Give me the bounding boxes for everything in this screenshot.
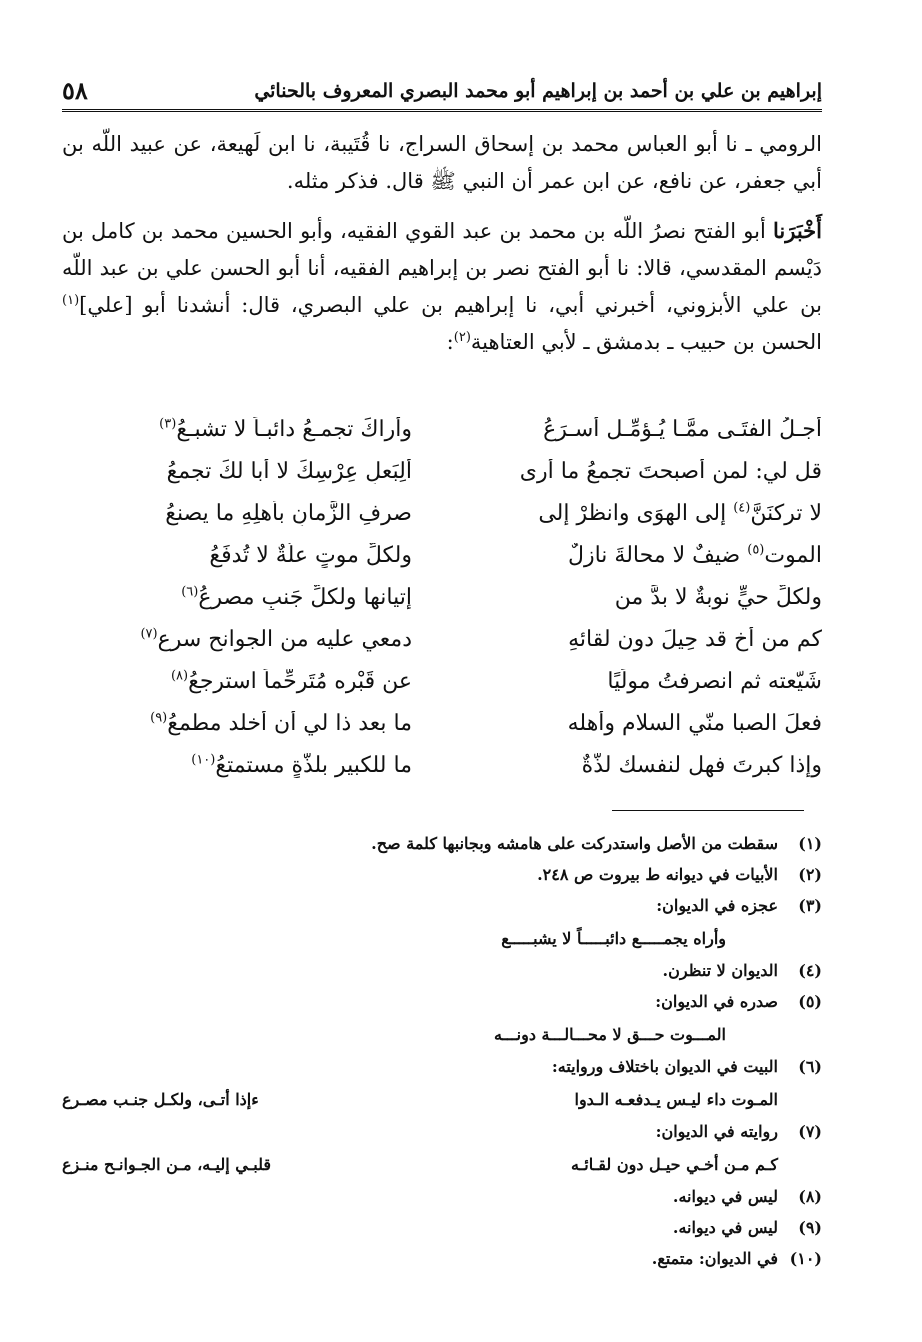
footnote: (٦) البيت في الديوان باختلاف وروايته: (551, 1057, 822, 1076)
verse-second-hemistich: دمعي عليه من الجوانح سرع$^{(٧)}$ (140, 626, 412, 652)
footnote: (٤) الديوان لا تنظرن. (662, 961, 822, 980)
verse-first-hemistich: ولكلِّ حيٍّ نوبةٌ لا بدَّ من (614, 584, 822, 610)
footnote-verse: وأراه يجمـــــع دائبـــــاً لا يشبـــــع (501, 928, 726, 948)
footnote-separator (612, 810, 804, 811)
verse (62, 408, 822, 450)
verse-second-hemistich: عن قَبْرِه مُتَرحِّماً استرجعُ$^{(٨)}$ (170, 668, 412, 694)
verse-second-hemistich: وأراكَ تجمـعُ دائبـاً لا تشبـعُ$^{(٣)}$ (159, 416, 412, 442)
page-header (62, 72, 822, 112)
footnote-marker: (١٠) (191, 752, 216, 768)
verse (62, 702, 822, 744)
footnote: (١) سقطت من الأصل واستدركت على هامشه وبجانبها كلمة صح. (371, 834, 822, 853)
verse (62, 492, 822, 534)
footnote: (٧) روايته في الديوان: (655, 1122, 822, 1141)
verse-second-hemistich: ما بعد ذا لي أن أخلد مطمعُ$^{(٩)}$ (150, 710, 412, 736)
page-number: ٥٨ (62, 76, 88, 105)
footnote-marker: (٦) (181, 584, 199, 600)
verse-second-hemistich: ما للكبيرِ بلذّةٍ مستمتعُ$^{(١٠)}$ (191, 752, 412, 778)
footnote: (٨) ليس في ديوانه. (672, 1187, 822, 1206)
footnote-marker: (٨) (170, 668, 189, 684)
verse (62, 618, 822, 660)
verse-second-hemistich: صرفِ الزَّمانِ بأهلِهِ ما يصنعُ (165, 500, 412, 526)
footnote-marker: (٧) (140, 626, 158, 642)
verse-first-hemistich: شَيّعته ثم انصرفتُ مولِّيًا (607, 668, 822, 694)
paragraph-2-text-c: : (446, 330, 454, 354)
footnote-marker: (٤) (733, 500, 751, 516)
footnote-marker: (٣) (159, 416, 177, 432)
footnote-verse: كـم مـن أخـي حيـل دون لقـائـه قلبـي إليـه، مـن الجـوانـح منـزع (62, 1154, 778, 1174)
verse (62, 576, 822, 618)
verse (62, 534, 822, 576)
footnote-marker: (٩) (150, 710, 168, 726)
footnote-verse: المـوت داء ليـس يـدفعـه الـدوا ءإذا أتـى، ولكـل جنـب مصـرع (62, 1089, 778, 1109)
footnote: (١٠) في الديوان: متمتع. (651, 1249, 822, 1268)
footnote-ref-1: (١) (62, 293, 80, 308)
verse-first-hemistich: كم من أخٍ قد حِيلَ دون لقائهِ (568, 626, 822, 652)
poem (62, 408, 822, 786)
verse-first-hemistich: فعلَ الصبا منّي السلام وأهله (567, 710, 822, 736)
footnote-verse: المـــوت حـــق لا محـــالـــة دونـــه (494, 1024, 726, 1044)
verse (62, 450, 822, 492)
lead-word: أَخْبَرَنا (773, 218, 822, 243)
verse-first-hemistich: أجـلُ الفتَـى ممَّـا يُـؤمِّـل أسـرَعُ (543, 416, 822, 442)
footnote-ref-2: (٢) (453, 330, 471, 345)
verse-second-hemistich: ولكلِّ موتٍ علّةٌ لا تُدفَعُ (209, 542, 412, 568)
verse (62, 744, 822, 786)
footnote: (٥) صدره في الديوان: (655, 992, 822, 1011)
verse-first-hemistich: قل لي: لمن أصبحتَ تجمعُ ما أرى (519, 458, 822, 484)
verse-second-hemistich: إتيانها ولكلِّ جَنبٍ مصرعُ$^{(٦)}$ (181, 584, 412, 610)
footnote-marker: (٥) (747, 542, 765, 558)
paragraph-2-text-a: أبو الفتح نصرُ اللّه بن محمد بن عبد القوي الفقيه، وأبو الحسين محمد بن كامل بن دَيْسم المقدسي، قالا: نا أبو الفتح نصر بن إبراهيم الفقيه، أنا أبو الحسن علي بن عبد اللّه بن علي الأبزوني، أخبرني أبي، نا إبراهيم بن علي البصري، قال: أنشدنا أبو [علي] (62, 219, 822, 317)
verse-first-hemistich: وإذا كبرتَ فهل لنفسك لذّةٌ (581, 752, 822, 778)
paragraph-2-text-b: الحسن بن حبيب ـ بدمشق ـ لأبي العتاهية (470, 330, 822, 354)
verse-first-hemistich: الموت$^{(٥)}$ ضيفٌ لا محالةَ نازلٌ (568, 542, 822, 568)
running-title: إبراهيم بن علي بن أحمد بن إبراهيم أبو محمد البصري المعروف بالحنائي (254, 79, 822, 102)
verse-first-hemistich: لا تركنَنَّ$^{(٤)}$ إلى الهوَى وانظرْ إلى (538, 500, 822, 526)
paragraph-2 (62, 212, 822, 361)
verse-second-hemistich: ألِبَعلِ عِرْسِكَ لا أبا لكَ تجمعُ (166, 458, 412, 484)
footnote: (٢) الأبيات في ديوانه ط بيروت ص ٢٤٨. (537, 865, 822, 884)
footnote: (٩) ليس في ديوانه. (672, 1218, 822, 1237)
footnotes (62, 828, 822, 1274)
body-text (62, 126, 822, 361)
paragraph-1: الرومي ـ نا أبو العباس محمد بن إسحاق السراج، نا قُتَيبة، نا ابن لَهيعة، عن عبيد اللّه بن أبي جعفر، عن نافع، عن ابن عمر أن النبي ﷺ قال. فذكر مثله. (62, 132, 822, 193)
verse (62, 660, 822, 702)
footnote: (٣) عجزه في الديوان: (656, 896, 822, 915)
